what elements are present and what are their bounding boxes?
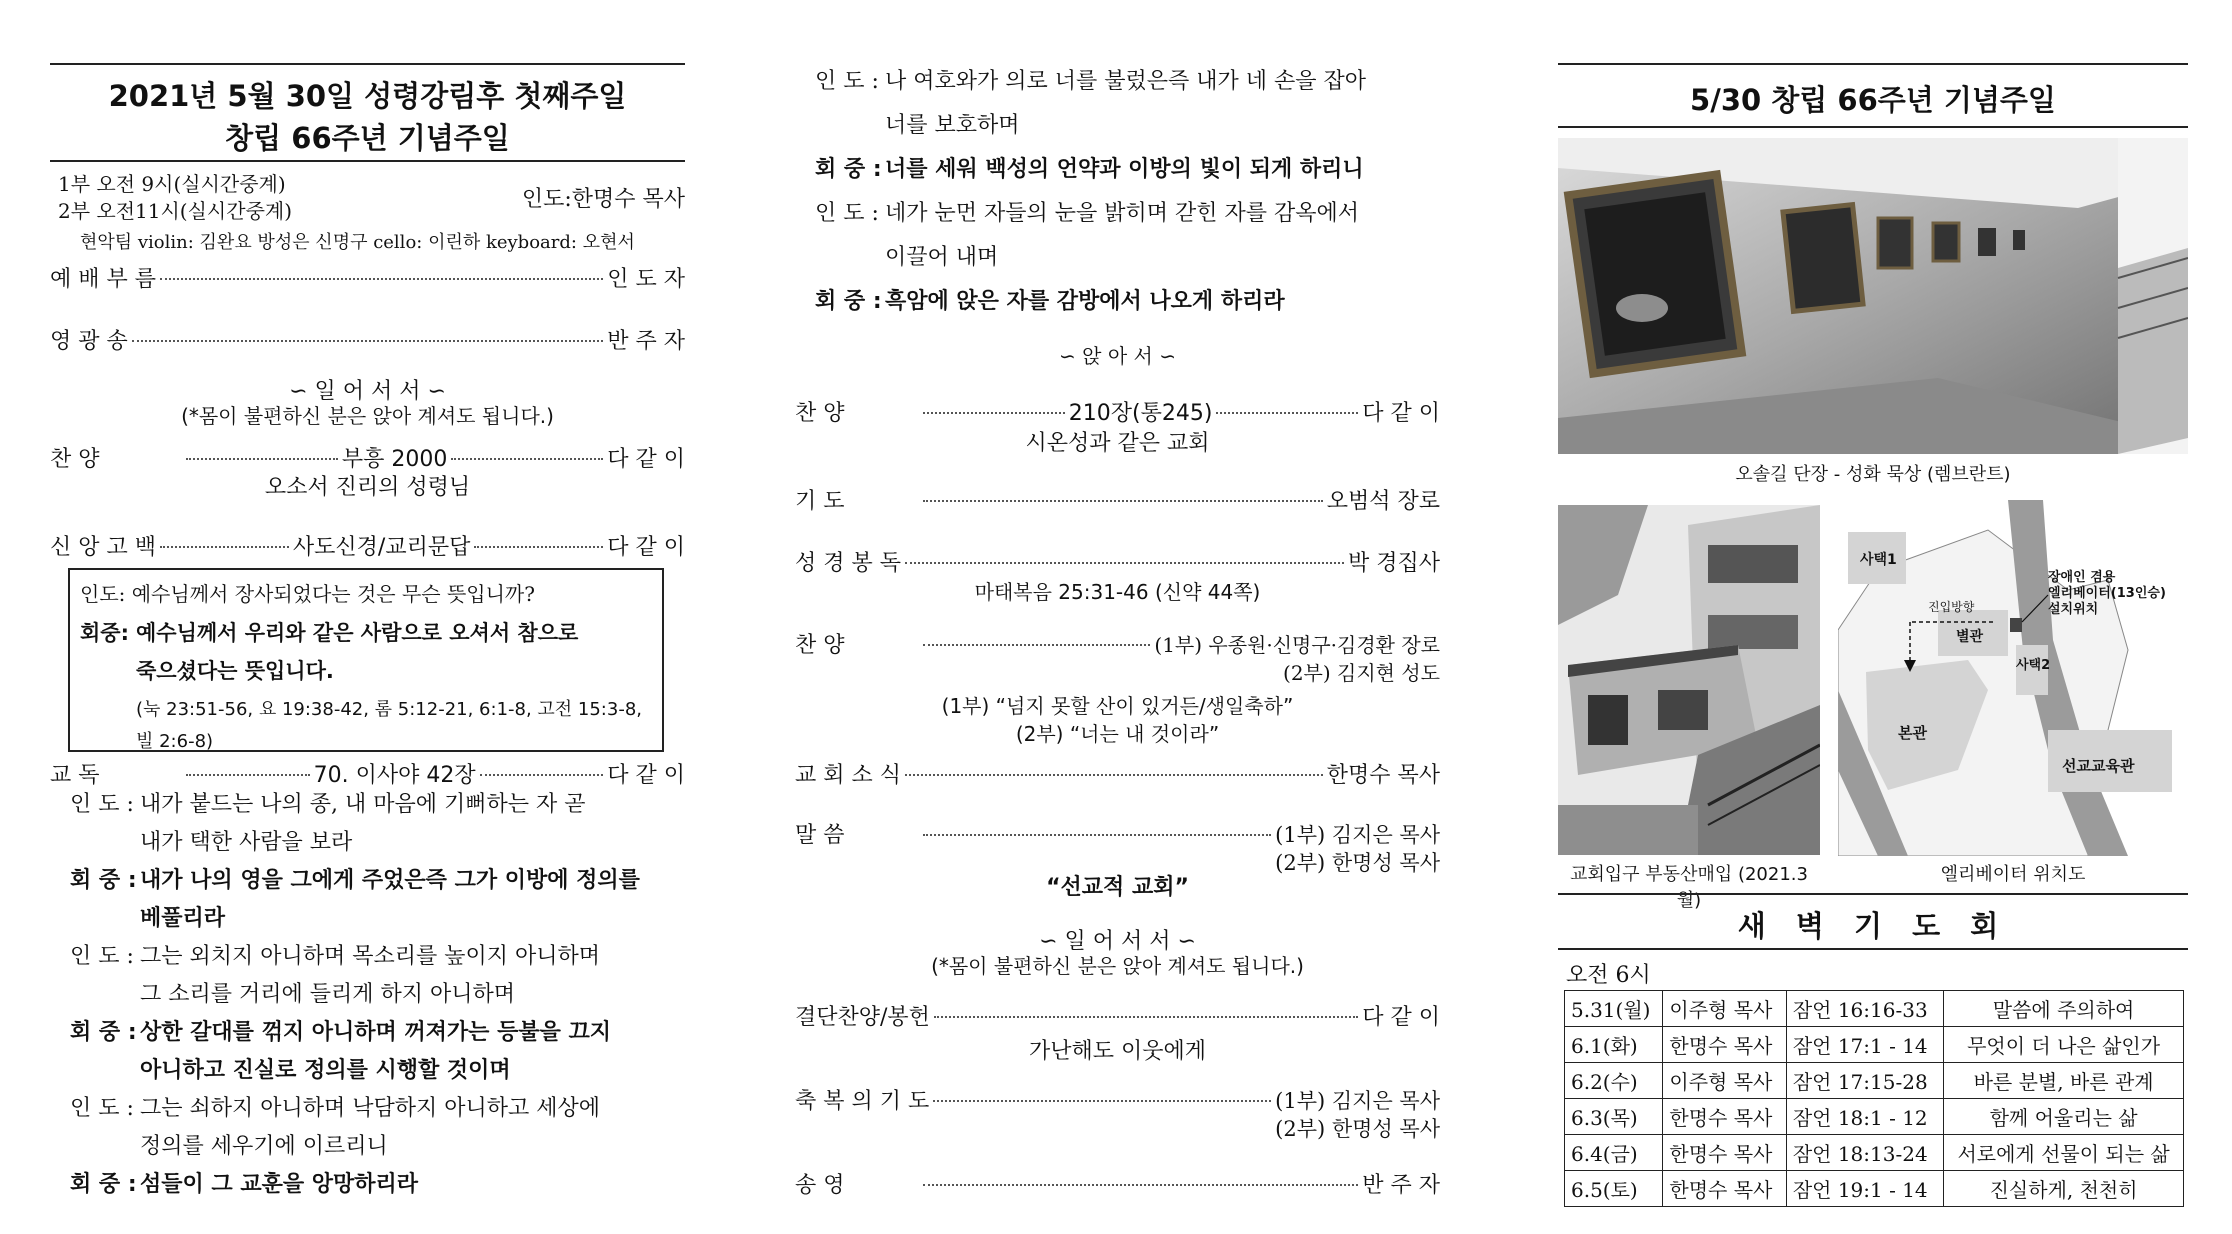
order-who: 다 같 이	[1362, 401, 1440, 426]
responsive-speaker	[70, 824, 140, 862]
order-who: 박 경집사	[1347, 551, 1440, 576]
map-label-main: 본관	[1898, 724, 1927, 742]
top-rule	[50, 63, 685, 65]
scripture-reference: 마태복음 25:31-46 (신약 44쪽)	[974, 580, 1261, 604]
leader-dots	[905, 774, 1323, 776]
order-hymn-2	[795, 396, 1440, 427]
service-time-2: 2부 오전11시(실시간중계)	[58, 199, 293, 223]
responsive-speaker: 회 중 :	[70, 1172, 137, 1197]
dawn-row	[1565, 1063, 2184, 1099]
map-label-elevator	[2048, 570, 2166, 618]
anthem-title-1: (1부) “넘지 못할 산이 있거든/생일축하”	[941, 694, 1294, 718]
responsive-text: 네가 눈먼 자들의 눈을 밝히며 갇힌 자를 감옥에서	[885, 201, 1359, 226]
dawn-topic: 함께 어울리는 삶	[1944, 1099, 2184, 1135]
stand-instruction: ∽ 일 어 서 서 ∽	[289, 379, 446, 404]
order-who	[1275, 1087, 1440, 1143]
order-detail: 부흥 2000	[341, 447, 448, 472]
benediction-1: (1부) 김지은 목사	[1275, 1089, 1440, 1113]
catechism-refs-2: 빌 2:6-8)	[136, 731, 214, 752]
hymn-title: 오소서 진리의 성령님	[264, 475, 471, 500]
dawn-topic: 바른 분별, 바른 관계	[1944, 1063, 2184, 1099]
responsive-line	[815, 236, 1440, 280]
leader-dots	[160, 278, 603, 280]
building-photo	[1558, 505, 1820, 855]
hymn-title-2: 시온성과 같은 교회	[1025, 431, 1210, 456]
responsive-line	[70, 1128, 685, 1166]
responsive-text: 나 여호와가 의로 너를 불렀은즉 내가 네 손을 잡아	[885, 69, 1366, 94]
benediction-2: (2부) 한명성 목사	[1275, 1117, 1440, 1141]
order-who: 오범석 장로	[1326, 489, 1440, 514]
order-label: 찬 양	[795, 401, 845, 426]
responsive-speaker: 인 도 :	[70, 792, 134, 817]
elevator-map	[1838, 500, 2188, 856]
order-label: 교 회 소 식	[795, 763, 901, 788]
order-responsive-reading	[50, 758, 685, 789]
map-caption: 엘리베이터 위치도	[1940, 864, 2086, 885]
responsive-speaker	[815, 104, 885, 148]
leader-dots	[474, 546, 603, 548]
responsive-reading-middle	[815, 60, 1440, 324]
building-caption: 교회입구 부동산매입 (2021.3월)	[1570, 864, 1808, 911]
order-creed	[50, 530, 685, 561]
leader-dots	[132, 340, 604, 342]
responsive-text: 내가 택한 사람을 보라	[140, 830, 353, 855]
map-label-entry: 진입방향	[1928, 600, 1975, 614]
responsive-speaker: 인 도 :	[70, 944, 134, 969]
order-label: 기 도	[795, 489, 845, 514]
order-call-to-worship	[50, 262, 685, 293]
responsive-line	[70, 862, 685, 900]
responsive-text: 너를 세워 백성의 언약과 이방의 빛이 되게 하리니	[885, 157, 1364, 182]
order-label: 교 독	[50, 763, 100, 788]
responsive-line	[70, 786, 685, 824]
leader-dots	[160, 546, 289, 548]
dawn-row	[1565, 1027, 2184, 1063]
responsive-text: 아니하고 진실로 정의를 시행할 것이며	[140, 1058, 511, 1083]
order-label: 찬 양	[795, 633, 845, 658]
responsive-speaker: 회 중 :	[815, 289, 882, 314]
responsive-text: 섬들이 그 교훈을 앙망하리라	[140, 1172, 419, 1197]
dawn-row	[1565, 1099, 2184, 1135]
order-label: 예 배 부 름	[50, 267, 156, 292]
responsive-text: 내가 붙드는 나의 종, 내 마음에 기뻐하는 자 곧	[140, 792, 586, 817]
sermon-title: “선교적 교회”	[1046, 875, 1189, 900]
responsive-line	[815, 104, 1440, 148]
leader-dots	[923, 412, 1065, 414]
responsive-line	[70, 900, 685, 938]
order-prayer	[795, 484, 1440, 515]
dawn-title-rule	[1558, 948, 2188, 950]
order-label: 결단찬양/봉헌	[795, 1005, 930, 1030]
responsive-speaker: 회 중 :	[70, 1020, 137, 1045]
responsive-line	[70, 824, 685, 862]
order-dedication	[795, 1000, 1440, 1031]
responsive-line	[70, 1166, 685, 1204]
order-who	[1275, 821, 1440, 877]
order-label: 말 씀	[795, 823, 845, 848]
responsive-line	[815, 280, 1440, 324]
dawn-prayer-table	[1564, 990, 2184, 1207]
order-label: 축 복 의 기 도	[795, 1089, 930, 1114]
order-who: 인 도 자	[607, 267, 685, 292]
order-who: 다 같 이	[1362, 1005, 1440, 1030]
responsive-line	[815, 60, 1440, 104]
responsive-speaker: 회 중 :	[70, 868, 137, 893]
gallery-photo	[1558, 138, 2188, 454]
dawn-date: 6.1(화)	[1565, 1027, 1663, 1063]
responsive-speaker	[70, 1052, 140, 1090]
anniversary-title: 5/30 창립 66주년 기념주일	[1690, 83, 2056, 117]
order-who: 다 같 이	[607, 535, 685, 560]
leader-dots	[934, 1016, 1358, 1018]
responsive-text: 너를 보호하며	[885, 113, 1020, 138]
dawn-topic: 말씀에 주의하여	[1944, 991, 2184, 1027]
leader-dots	[905, 562, 1344, 564]
responsive-speaker	[70, 1128, 140, 1166]
responsive-line	[70, 1014, 685, 1052]
order-label: 찬 양	[50, 447, 100, 472]
responsive-speaker	[815, 236, 885, 280]
building-photo-image	[1558, 505, 1820, 855]
elevator-line-3: 설치위치	[2048, 602, 2099, 617]
responsive-reading-left	[70, 786, 685, 1204]
gallery-caption: 오솔길 단장 - 성화 묵상 (렘브란트)	[1735, 464, 2011, 485]
catechism-question: 인도: 예수님께서 장사되었다는 것은 무슨 뜻입니까?	[80, 582, 535, 606]
catechism-box	[68, 568, 664, 752]
dawn-leader: 이주형 목사	[1663, 991, 1786, 1027]
map-label-annex: 별관	[1956, 629, 1984, 645]
dawn-prayer-time: 오전 6시	[1566, 963, 1651, 988]
dawn-row	[1565, 1135, 2184, 1171]
order-who	[1154, 631, 1440, 687]
dawn-date: 6.5(토)	[1565, 1171, 1663, 1207]
catechism-answer-1: 예수님께서 우리와 같은 사람으로 오셔서 참으로	[136, 621, 579, 645]
order-scripture	[795, 546, 1440, 577]
sermon-preacher-2: (2부) 한명성 목사	[1275, 851, 1440, 875]
order-detail: 사도신경/교리문답	[292, 535, 471, 560]
dawn-text: 잠언 17:1 - 14	[1786, 1027, 1943, 1063]
leader-dots	[480, 774, 604, 776]
dawn-leader: 이주형 목사	[1663, 1063, 1786, 1099]
responsive-text: 상한 갈대를 꺾지 아니하며 꺼져가는 등불을 끄지	[140, 1020, 611, 1045]
dawn-leader: 한명수 목사	[1663, 1027, 1786, 1063]
right-column	[1558, 0, 2188, 1234]
map-label-house2: 사택2	[2016, 658, 2051, 673]
order-who: 반 주 자	[607, 329, 685, 354]
leader-dots	[186, 774, 310, 776]
dawn-leader: 한명수 목사	[1663, 1171, 1786, 1207]
stand-note-2: (*몸이 불편하신 분은 앉아 계셔도 됩니다.)	[931, 954, 1304, 978]
responsive-text: 그 소리를 거리에 들리게 하지 아니하며	[140, 982, 515, 1007]
order-postlude	[795, 1168, 1440, 1199]
order-who: 다 같 이	[607, 447, 685, 472]
title-rule	[50, 160, 685, 162]
responsive-text: 내가 나의 영을 그에게 주었은즉 그가 이방에 정의를	[140, 868, 640, 893]
dawn-date: 6.4(금)	[1565, 1135, 1663, 1171]
left-column	[50, 0, 685, 1234]
musicians: 현악팀 violin: 김완요 방성은 신명구 cello: 이린하 keyboard: 오현서	[80, 232, 635, 253]
responsive-text: 흑암에 앉은 자를 감방에서 나오게 하리라	[885, 289, 1285, 314]
order-anthem	[795, 628, 1440, 687]
responsive-line	[70, 976, 685, 1014]
gallery-photo-image	[1558, 138, 2188, 454]
responsive-speaker	[70, 900, 140, 938]
order-sermon	[795, 818, 1440, 877]
catechism-speaker: 회중:	[80, 621, 129, 645]
dawn-text: 잠언 19:1 - 14	[1786, 1171, 1943, 1207]
title-rule	[1558, 126, 2188, 128]
order-detail: 210장(통245)	[1068, 401, 1213, 426]
order-who: 한명수 목사	[1326, 763, 1440, 788]
service-time-1: 1부 오전 9시(실시간중계)	[58, 172, 286, 196]
dawn-row	[1565, 991, 2184, 1027]
leader-dots	[923, 500, 1323, 502]
responsive-speaker: 인 도 :	[815, 69, 879, 94]
dedication-title: 가난해도 이웃에게	[1028, 1039, 1206, 1064]
responsive-speaker: 인 도 :	[815, 201, 879, 226]
dawn-text: 잠언 18:1 - 12	[1786, 1099, 1943, 1135]
sit-instruction: ∽ 앉 아 서 ∽	[1059, 344, 1176, 368]
anthem-title-2: (2부) “너는 내 것이라”	[1015, 722, 1220, 746]
responsive-speaker: 회 중 :	[815, 157, 882, 182]
middle-column	[795, 0, 1440, 1234]
dawn-date: 6.2(수)	[1565, 1063, 1663, 1099]
leader-dots	[923, 1184, 1358, 1186]
order-benediction	[795, 1084, 1440, 1143]
responsive-speaker: 인 도 :	[70, 1096, 134, 1121]
anthem-singers-1: (1부) 우종원·신명구·김경환 장로	[1154, 633, 1440, 657]
dawn-prayer-title: 새 벽 기 도 회	[1737, 909, 2009, 943]
dawn-top-rule	[1558, 893, 2188, 895]
dawn-date: 5.31(월)	[1565, 991, 1663, 1027]
responsive-line	[815, 192, 1440, 236]
leader-dots	[1216, 412, 1358, 414]
catechism-answer-2: 죽으셨다는 뜻입니다.	[136, 659, 334, 683]
responsive-line	[70, 1052, 685, 1090]
responsive-text: 그는 쇠하지 아니하며 낙담하지 아니하고 세상에	[140, 1096, 601, 1121]
dawn-text: 잠언 18:13-24	[1786, 1135, 1943, 1171]
responsive-line	[815, 148, 1440, 192]
dawn-text: 잠언 17:15-28	[1786, 1063, 1943, 1099]
stand-note: (*몸이 불편하신 분은 앉아 계셔도 됩니다.)	[181, 404, 554, 428]
order-label: 신 앙 고 백	[50, 535, 156, 560]
leader-dots	[186, 458, 338, 460]
page-title: 2021년 5월 30일 성령강림후 첫째주일	[108, 79, 627, 113]
order-label: 영 광 송	[50, 329, 128, 354]
responsive-text: 그는 외치지 아니하며 목소리를 높이지 아니하며	[140, 944, 601, 969]
map-label-house1: 사택1	[1860, 552, 1897, 568]
order-announcements	[795, 758, 1440, 789]
dawn-text: 잠언 16:16-33	[1786, 991, 1943, 1027]
responsive-line	[70, 1090, 685, 1128]
responsive-speaker	[70, 976, 140, 1014]
order-gloria	[50, 324, 685, 355]
responsive-text: 베풀리라	[140, 906, 226, 931]
dawn-date: 6.3(목)	[1565, 1099, 1663, 1135]
responsive-text: 정의를 세우기에 이르리니	[140, 1134, 388, 1159]
responsive-line	[70, 938, 685, 976]
top-rule	[1558, 63, 2188, 65]
order-who: 다 같 이	[607, 763, 686, 788]
sermon-preacher-1: (1부) 김지은 목사	[1275, 823, 1440, 847]
map-label-mission: 선교교육관	[2062, 757, 2135, 775]
leader-dots	[923, 834, 1271, 836]
elevator-line-2: 엘리베이터(13인승)	[2048, 586, 2166, 601]
order-label: 송 영	[795, 1173, 845, 1198]
anthem-singers-2: (2부) 김지현 성도	[1283, 661, 1440, 685]
dawn-row	[1565, 1171, 2184, 1207]
leader-dots	[933, 1100, 1271, 1102]
leader-dots	[923, 644, 1150, 646]
responsive-text: 이끌어 내며	[885, 245, 999, 270]
order-who: 반 주 자	[1362, 1173, 1440, 1198]
dawn-leader: 한명수 목사	[1663, 1099, 1786, 1135]
dawn-table-body	[1565, 991, 2184, 1207]
dawn-leader: 한명수 목사	[1663, 1135, 1786, 1171]
dawn-topic: 진실하게, 천천히	[1944, 1171, 2184, 1207]
order-hymn	[50, 442, 685, 473]
catechism-refs-1: (눅 23:51-56, 요 19:38-42, 롬 5:12-21, 6:1-8, 고전 15:3-8,	[136, 699, 642, 720]
leader-dots	[451, 458, 603, 460]
stand-instruction-2: ∽ 일 어 서 서 ∽	[1039, 929, 1196, 954]
dawn-topic: 서로에게 선물이 되는 삶	[1944, 1135, 2184, 1171]
dawn-topic: 무엇이 더 나은 삶인가	[1944, 1027, 2184, 1063]
order-detail: 70. 이사야 42장	[313, 763, 476, 788]
elevator-line-1: 장애인 겸용	[2048, 570, 2116, 585]
order-label: 성 경 봉 독	[795, 551, 901, 576]
page-subtitle: 창립 66주년 기념주일	[225, 121, 510, 155]
worship-leader: 인도:한명수 목사	[521, 187, 685, 212]
